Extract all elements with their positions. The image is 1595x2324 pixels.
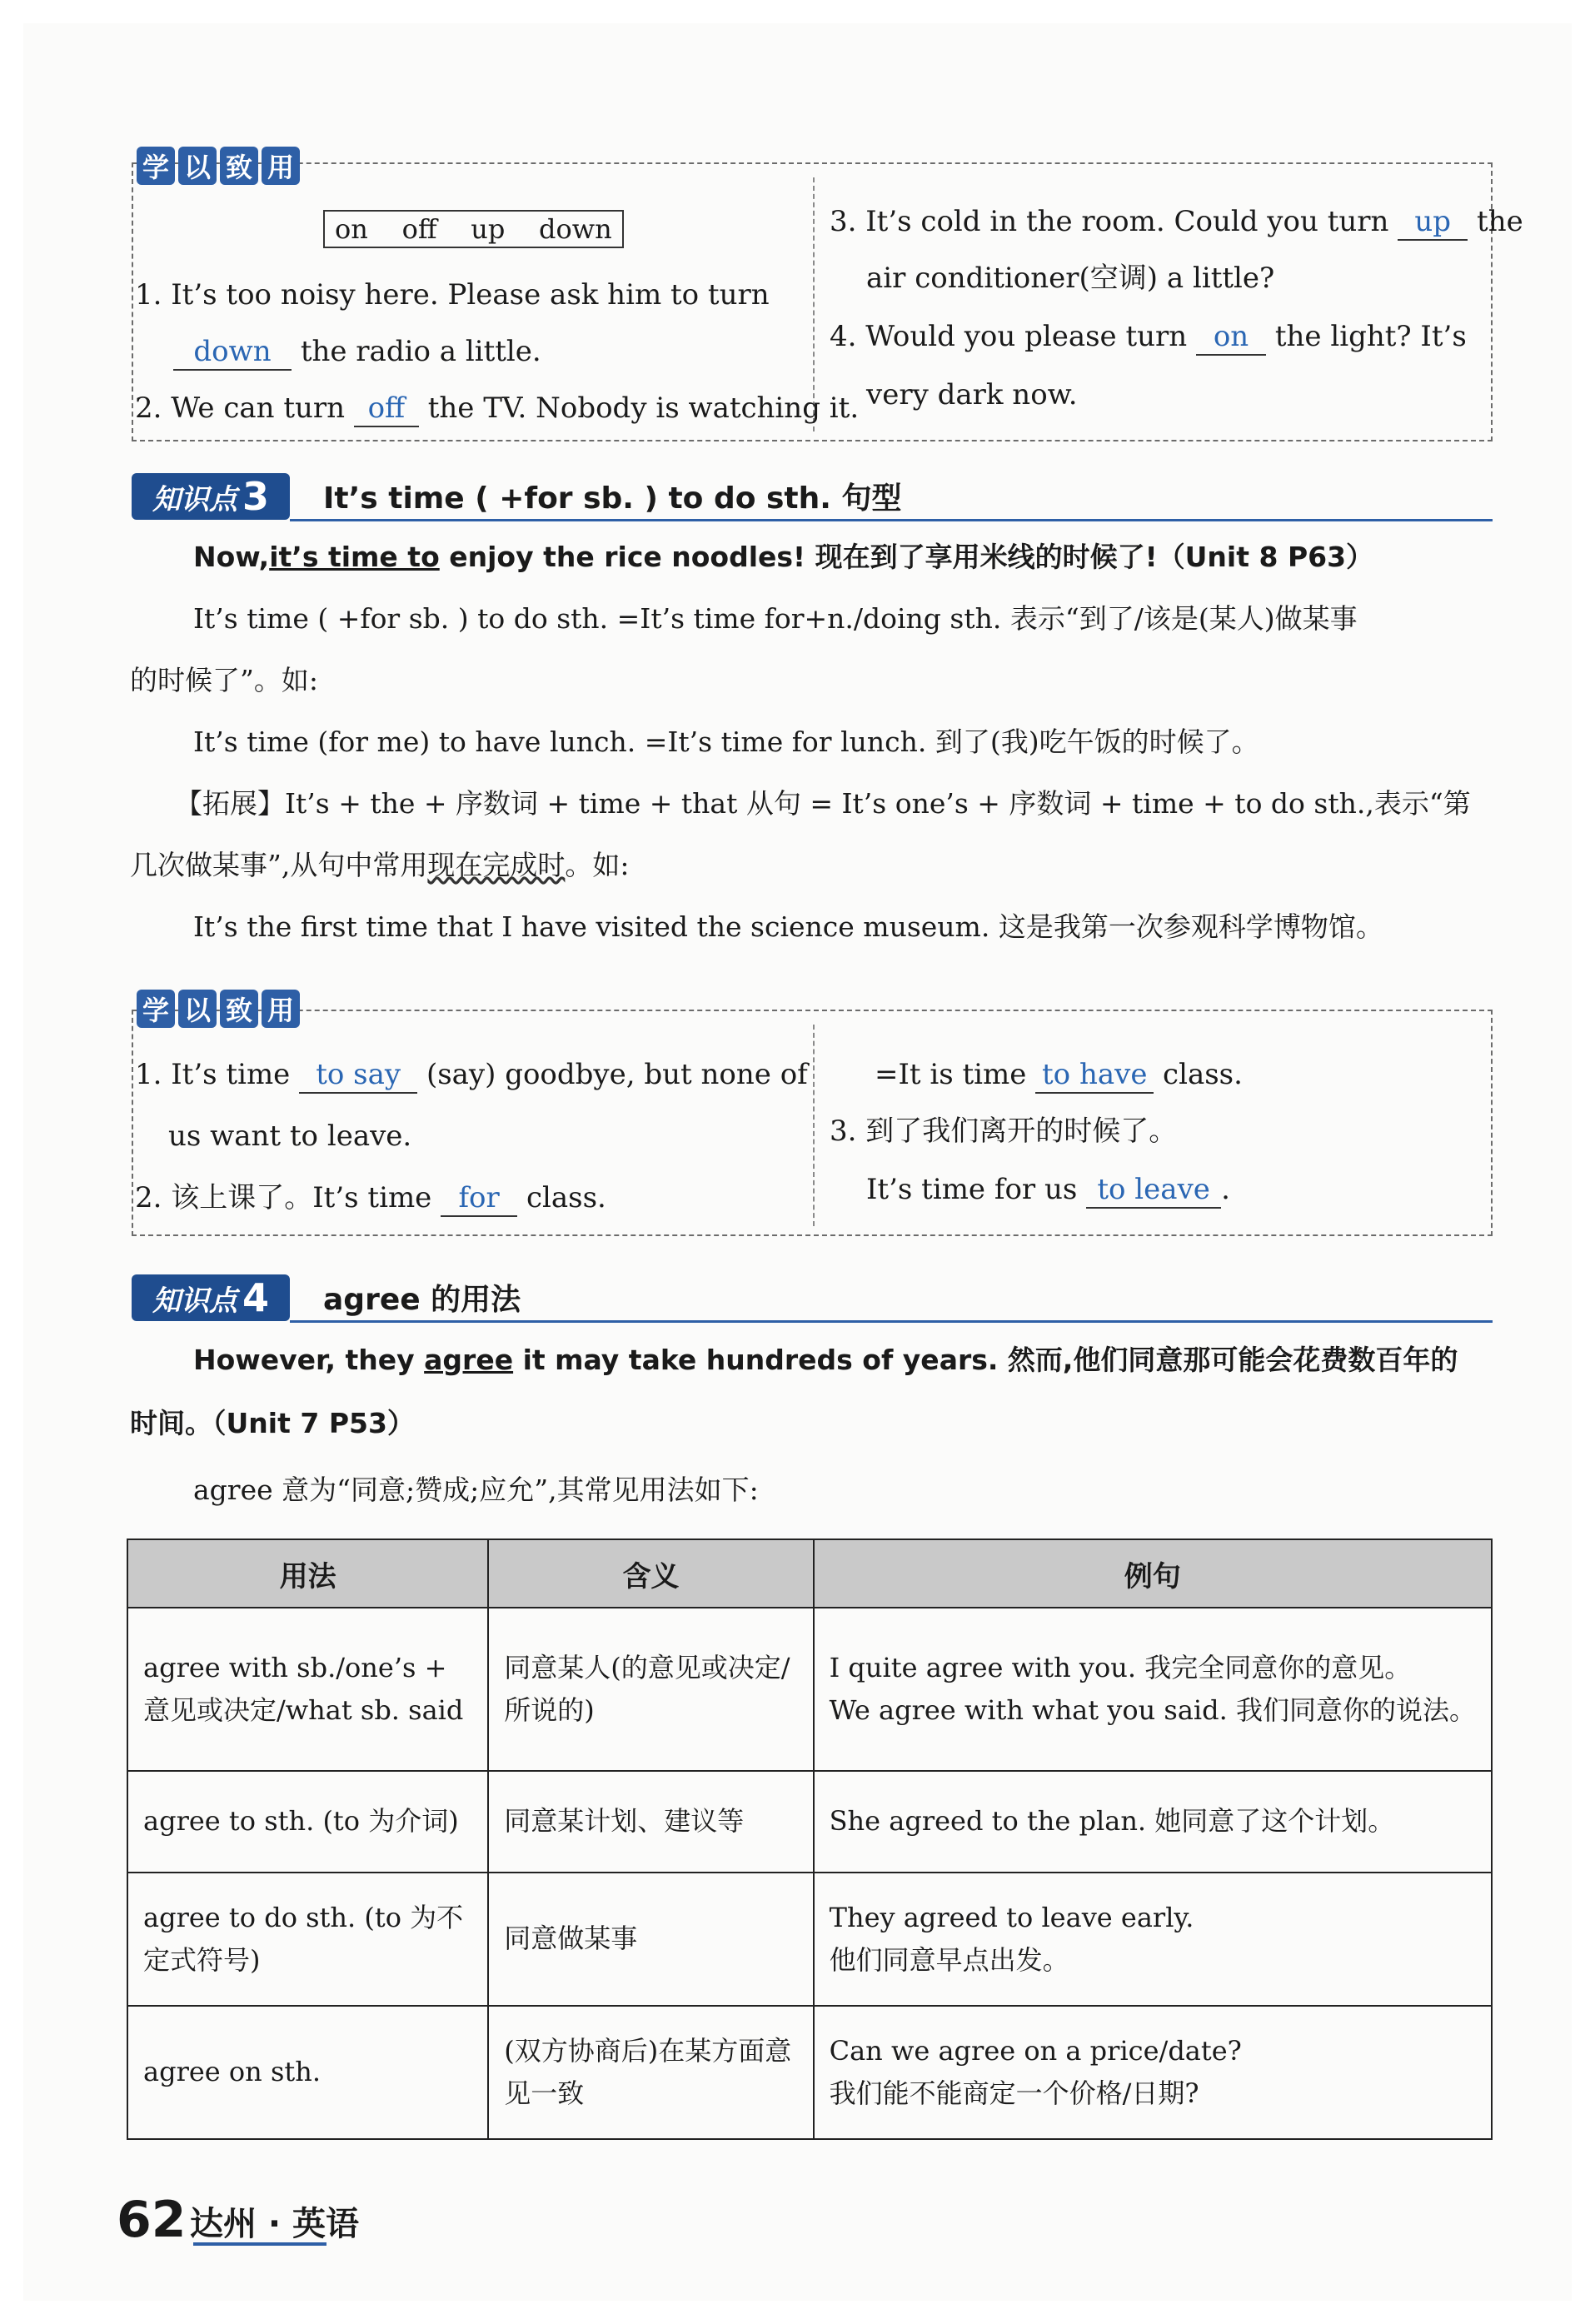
k3-example	[193, 540, 1373, 574]
answer: to say	[299, 1058, 417, 1094]
meaning-cell: (双方协商后)在某方面意见一致	[488, 2006, 813, 2139]
example-cell	[814, 1771, 1492, 1873]
example-line: She agreed to the plan. 她同意了这个计划。	[829, 1805, 1395, 1838]
table-row	[127, 2006, 1492, 2139]
knowledge-point-4-header	[132, 1274, 1493, 1323]
text: the light? It’s	[1274, 320, 1467, 353]
table-header: 用法	[127, 1539, 488, 1608]
knowledge-badge	[132, 473, 290, 520]
example-line: We agree with what you said. 我们同意你的说法。	[829, 1694, 1476, 1726]
practice-tag-2	[137, 990, 300, 1028]
k4-intro: agree 意为“同意;赞成;应允”,其常见用法如下:	[193, 1474, 759, 1506]
example-line: They agreed to leave early.	[829, 1901, 1194, 1933]
k3-p3b	[130, 848, 630, 882]
meaning-cell: 同意某人(的意见或决定/所说的)	[488, 1608, 813, 1771]
text: It’s time for us	[866, 1173, 1078, 1206]
tag-char: 致	[220, 990, 258, 1028]
text: the radio a little.	[300, 335, 541, 368]
k3-p3: 【拓展】It’s + the + 序数词 + time + that 从句 = It’s one’s + 序数词 + time + to do sth.,表示“第	[175, 787, 1471, 820]
text: 1. It’s time	[135, 1058, 291, 1091]
text: 2. We can turn	[135, 391, 346, 425]
text: .	[1221, 1173, 1230, 1206]
table-header: 含义	[488, 1539, 813, 1608]
table-row	[127, 1608, 1492, 1771]
underlined-text: it’s time to	[269, 541, 440, 573]
p1-q4-line2: very dark now.	[866, 378, 1078, 411]
answer: down	[173, 335, 292, 371]
text: class.	[526, 1181, 606, 1214]
footer-title: 达州 · 英语	[190, 2205, 360, 2243]
text: class.	[1163, 1058, 1243, 1091]
word: up	[471, 213, 506, 245]
text: =It is time	[875, 1058, 1027, 1091]
tag-char: 以	[178, 990, 217, 1028]
practice-divider	[813, 1025, 815, 1226]
answer: off	[354, 391, 419, 427]
tag-char: 用	[262, 147, 300, 185]
example-line: 我们能不能商定一个价格/日期?	[829, 2077, 1199, 2109]
answer: for	[441, 1181, 517, 1217]
text: 2. 该上课了。It’s time	[135, 1181, 432, 1214]
text: However, they	[193, 1344, 425, 1376]
practice-tag-1	[137, 147, 300, 185]
wavy-underlined-text: 现在完成时	[427, 849, 566, 881]
text: 3. It’s cold in the room. Could you turn	[830, 205, 1389, 238]
word: on	[335, 213, 368, 245]
text: it may take hundreds of years. 然而,他们同意那可能会花费数百年的	[513, 1344, 1458, 1376]
table-header-row	[127, 1539, 1492, 1608]
page-number: 62	[117, 2191, 187, 2249]
text: the	[1477, 205, 1523, 238]
usage-cell: agree with sb./one’s + 意见或决定/what sb. said	[127, 1608, 488, 1771]
example-line: I quite agree with you. 我完全同意你的意见。	[829, 1651, 1412, 1683]
table-header: 例句	[814, 1539, 1492, 1608]
text: 。如:	[565, 849, 630, 881]
badge-number: 3	[242, 474, 269, 519]
text: 几次做某事”,从句中常用	[130, 849, 428, 881]
p2-q2-line	[135, 1181, 606, 1217]
answer: on	[1196, 320, 1266, 356]
example-cell	[814, 2006, 1492, 2139]
k3-p4: It’s the first time that I have visited the science museum. 这是我第一次参观科学博物馆。	[193, 910, 1383, 943]
word: down	[539, 213, 612, 245]
tag-char: 以	[178, 147, 217, 185]
word: off	[401, 213, 437, 245]
p2-q1-line2: us want to leave.	[168, 1120, 412, 1153]
badge-label: 知识点	[152, 482, 237, 516]
badge-number: 4	[242, 1275, 269, 1320]
p1-q1-line2	[173, 335, 541, 371]
answer: to leave	[1086, 1173, 1221, 1209]
footer-rule	[193, 2242, 326, 2246]
k3-p1: It’s time ( +for sb. ) to do sth. =It’s time for+n./doing sth. 表示“到了/该是(某人)做某事	[193, 602, 1358, 635]
p1-q3-line2: air conditioner(空调) a little?	[866, 262, 1275, 295]
usage-cell: agree on sth.	[127, 2006, 488, 2139]
k4-example	[193, 1343, 1458, 1377]
k3-p2: It’s time (for me) to have lunch. =It’s time for lunch. 到了(我)吃午饭的时候了。	[193, 726, 1259, 758]
tag-char: 学	[137, 147, 175, 185]
p2-q3-line1: 3. 到了我们离开的时候了。	[830, 1115, 1178, 1148]
header-rule	[290, 1320, 1493, 1323]
knowledge-title: It’s time ( +for sb. ) to do sth. 句型	[323, 481, 902, 516]
knowledge-title: agree 的用法	[323, 1283, 521, 1317]
knowledge-point-3-header	[132, 473, 1493, 521]
p1-q4-line1	[830, 320, 1467, 356]
example-line: Can we agree on a price/date?	[829, 2034, 1242, 2067]
text: enjoy the rice noodles! 现在到了享用米线的时候了!（Unit 8 P63）	[439, 541, 1374, 573]
tag-char: 用	[262, 990, 300, 1028]
p1-q2-line	[135, 391, 859, 427]
usage-cell: agree to sth. (to 为介词)	[127, 1771, 488, 1873]
example-cell	[814, 1873, 1492, 2006]
tag-char: 学	[137, 990, 175, 1028]
p1-q3-line1	[830, 205, 1523, 241]
text: 4. Would you please turn	[830, 320, 1188, 353]
badge-label: 知识点	[152, 1284, 237, 1318]
p2-q1-line1	[135, 1058, 808, 1094]
p2-q3-line2	[866, 1173, 1230, 1209]
agree-usage-table	[127, 1539, 1493, 2140]
usage-cell: agree to do sth. (to 为不定式符号)	[127, 1873, 488, 2006]
meaning-cell: 同意某计划、建议等	[488, 1771, 813, 1873]
knowledge-badge	[132, 1274, 290, 1321]
answer: to have	[1035, 1058, 1154, 1094]
k4-example-line2: 时间。（Unit 7 P53）	[130, 1407, 415, 1439]
text: the TV. Nobody is watching it.	[427, 391, 860, 425]
text: Now,	[193, 541, 270, 573]
header-rule	[290, 519, 1493, 521]
table-row	[127, 1771, 1492, 1873]
example-line: 他们同意早点出发。	[829, 1944, 1069, 1976]
meaning-cell: 同意做某事	[488, 1873, 813, 2006]
p1-q1-line1: 1. It’s too noisy here. Please ask him to turn	[135, 278, 770, 312]
k3-p1b: 的时候了”。如:	[130, 664, 318, 696]
text: (say) goodbye, but none of	[426, 1058, 808, 1091]
answer: up	[1398, 205, 1468, 241]
p2-q2r-line	[875, 1058, 1243, 1094]
example-cell	[814, 1608, 1492, 1771]
table-row	[127, 1873, 1492, 2006]
word-bank	[323, 210, 624, 248]
tag-char: 致	[220, 147, 258, 185]
underlined-text: agree	[424, 1344, 514, 1376]
